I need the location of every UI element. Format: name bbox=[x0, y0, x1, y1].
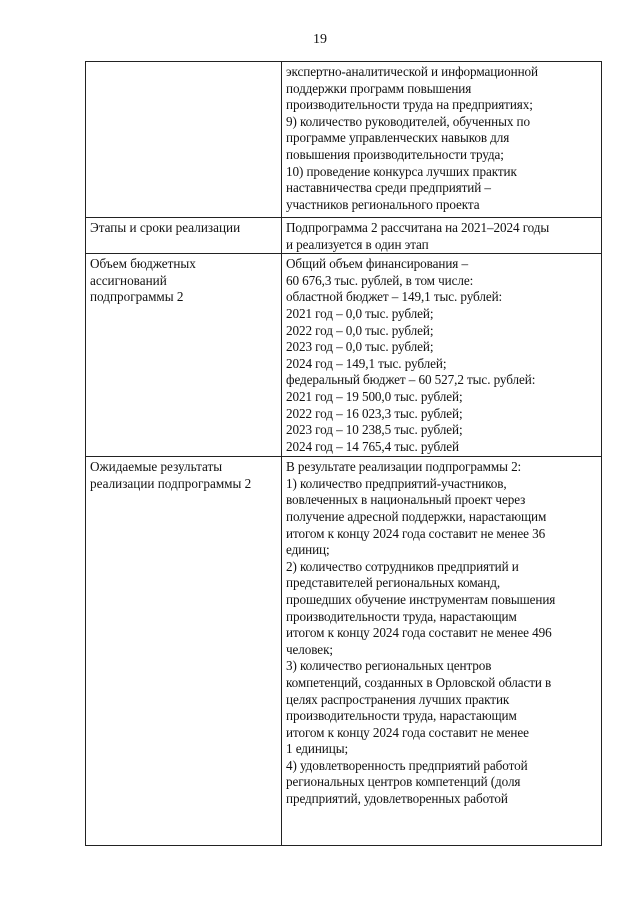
text-line: единиц; bbox=[286, 542, 330, 558]
text-line: 1) количество предприятий-участников, bbox=[286, 475, 507, 491]
row-value-cell bbox=[282, 457, 602, 846]
text-line: 1 единицы; bbox=[286, 741, 349, 757]
text-line: 4) удовлетворенность предприятий работой bbox=[286, 757, 528, 773]
text-line: производительности труда на предприятиях; bbox=[286, 97, 533, 113]
text-line: человек; bbox=[286, 641, 333, 657]
text-line: В результате реализации подпрограммы 2: bbox=[286, 459, 522, 475]
text-line: представителей региональных команд, bbox=[286, 575, 501, 591]
text-line: вовлеченных в национальный проект через bbox=[286, 492, 526, 508]
text-line: программе управленческих навыков для bbox=[286, 130, 510, 146]
row-label-cell bbox=[86, 218, 282, 254]
text-line: 2) количество сотрудников предприятий и bbox=[286, 558, 519, 574]
row-value-cell bbox=[282, 62, 602, 218]
text-line: наставничества среди предприятий – bbox=[286, 180, 491, 196]
text-line: 2021 год – 19 500,0 тыс. рублей; bbox=[286, 388, 463, 404]
text-line: Общий объем финансирования – bbox=[286, 256, 468, 272]
text-line: получение адресной поддержки, нарастающим bbox=[286, 508, 547, 524]
text-line: предприятий, удовлетворенных работой bbox=[286, 791, 508, 807]
text-line: 2022 год – 0,0 тыс. рублей; bbox=[286, 322, 434, 338]
text-line: поддержки программ повышения bbox=[286, 80, 472, 96]
text-line: и реализуется в один этап bbox=[286, 236, 429, 252]
text-line: итогом к концу 2024 года составит не менее 36 bbox=[286, 525, 546, 541]
row-label-cell bbox=[86, 457, 282, 846]
text-line: целях распространения лучших практик bbox=[286, 691, 510, 707]
row-label: ассигнований bbox=[90, 272, 167, 288]
text-line: повышения производительности труда; bbox=[286, 146, 504, 162]
text-line: производительности труда, нарастающим bbox=[286, 708, 517, 724]
text-line: 10) проведение конкурса лучших практик bbox=[286, 163, 517, 179]
text-line: региональных центров компетенций (доля bbox=[286, 774, 521, 790]
row-label: реализации подпрограммы 2 bbox=[90, 475, 252, 491]
row-label: подпрограммы 2 bbox=[90, 289, 184, 305]
text-line: 2023 год – 10 238,5 тыс. рублей; bbox=[286, 422, 463, 438]
page-number: 19 bbox=[313, 32, 327, 47]
row-label: Этапы и сроки реализации bbox=[90, 220, 241, 235]
text-line: прошедших обучение инструментам повышения bbox=[286, 591, 556, 607]
text-line: 2022 год – 16 023,3 тыс. рублей; bbox=[286, 405, 463, 421]
text-line: экспертно-аналитической и информационной bbox=[286, 64, 539, 79]
text-line: Подпрограмма 2 рассчитана на 2021–2024 годы bbox=[286, 220, 550, 235]
text-line: 3) количество региональных центров bbox=[286, 658, 492, 674]
text-line: областной бюджет – 149,1 тыс. рублей: bbox=[286, 289, 503, 305]
row-label-cell bbox=[86, 62, 282, 218]
text-line: 2024 год – 14 765,4 тыс. рублей bbox=[286, 438, 459, 454]
row-label: Ожидаемые результаты bbox=[90, 459, 223, 475]
row-value-cell bbox=[282, 218, 602, 254]
text-line: федеральный бюджет – 60 527,2 тыс. рублей: bbox=[286, 372, 536, 388]
text-line: компетенций, созданных в Орловской области в bbox=[286, 674, 552, 690]
text-line: 60 676,3 тыс. рублей, в том числе: bbox=[286, 272, 474, 288]
passport-table bbox=[85, 61, 602, 846]
text-line: производительности труда, нарастающим bbox=[286, 608, 517, 624]
table-row-continuation bbox=[86, 62, 602, 218]
text-line: 2024 год – 149,1 тыс. рублей; bbox=[286, 355, 447, 371]
row-label: Объем бюджетных bbox=[90, 256, 196, 272]
text-line: участников регионального проекта bbox=[286, 196, 480, 212]
table-row-budget bbox=[86, 254, 602, 457]
text-line: итогом к концу 2024 года составит не менее 496 bbox=[286, 625, 552, 641]
text-line: 2021 год – 0,0 тыс. рублей; bbox=[286, 305, 434, 321]
text-line: 9) количество руководителей, обученных по bbox=[286, 113, 530, 129]
table-row-results bbox=[86, 457, 602, 846]
text-line: 2023 год – 0,0 тыс. рублей; bbox=[286, 339, 434, 355]
row-label-cell bbox=[86, 254, 282, 457]
table-row-stages bbox=[86, 218, 602, 254]
text-line: итогом к концу 2024 года составит не менее bbox=[286, 724, 529, 740]
row-value-cell bbox=[282, 254, 602, 457]
